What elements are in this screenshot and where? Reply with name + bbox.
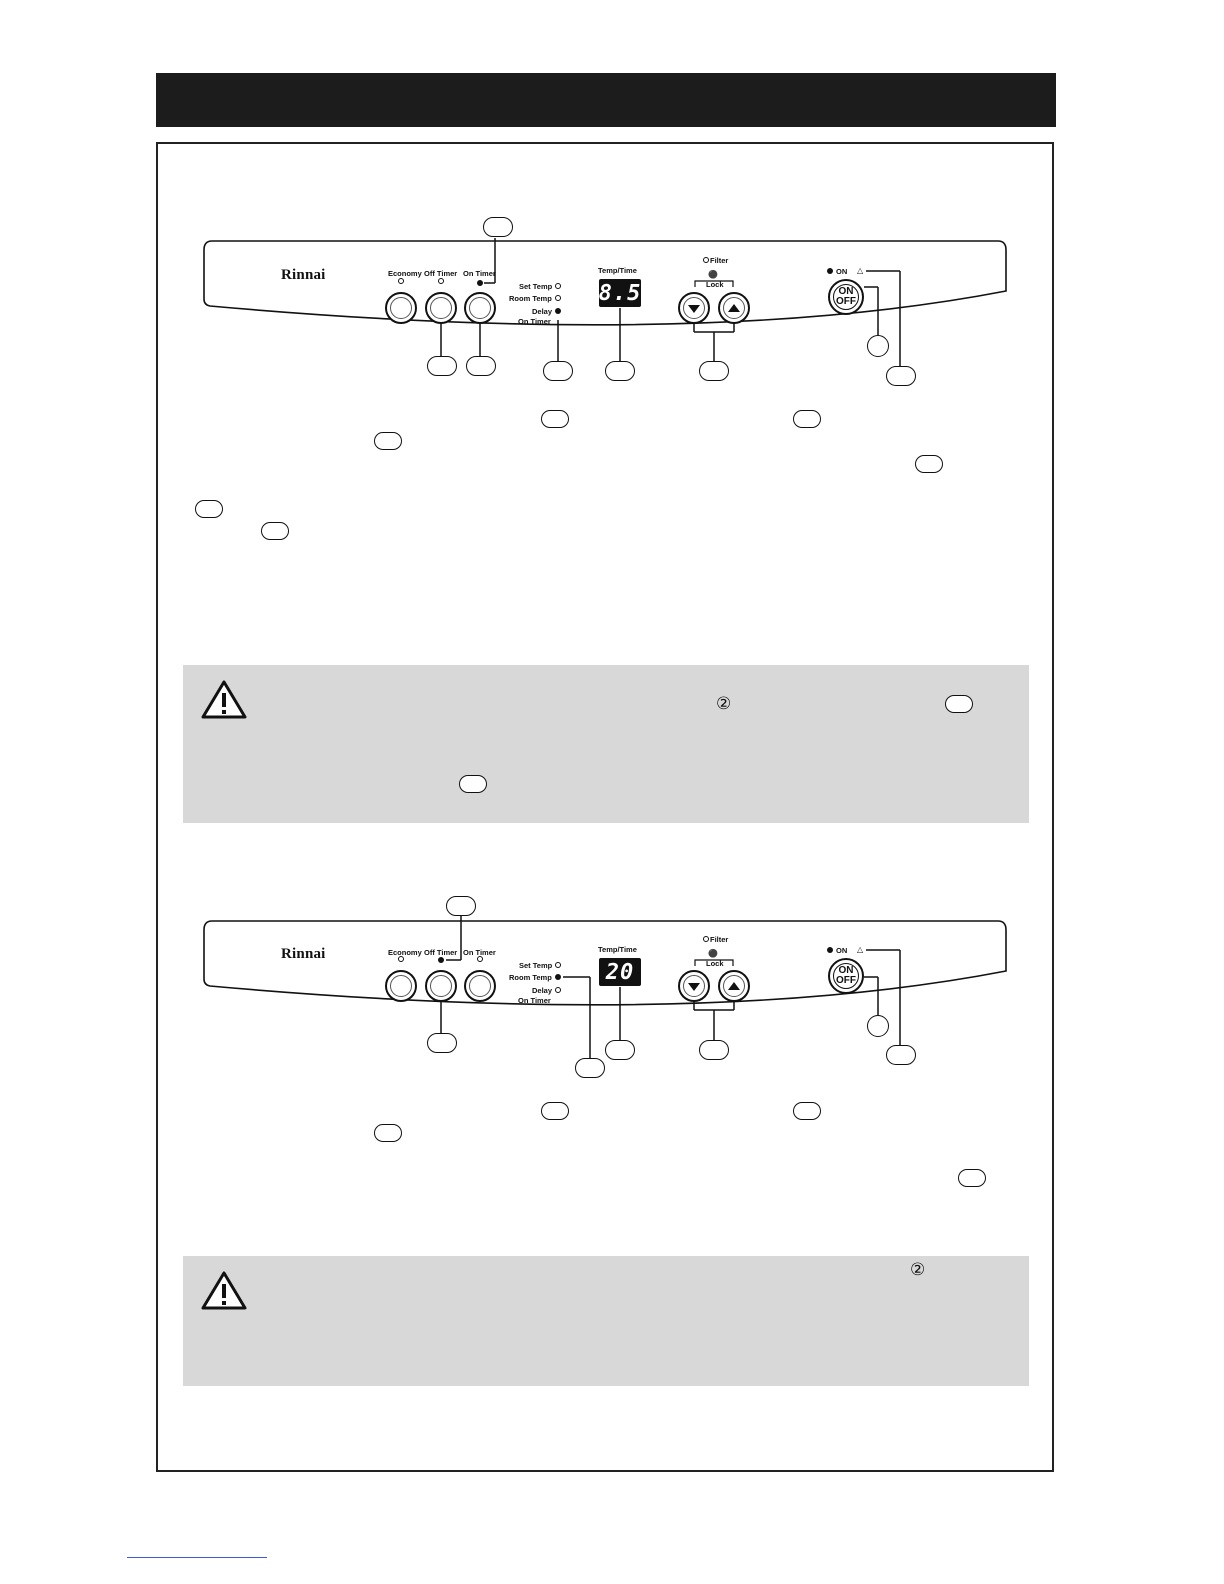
economy-label: Economy <box>388 948 422 957</box>
inline-callout <box>793 1102 821 1120</box>
on-off-bottom-label: OFF <box>836 296 856 307</box>
lock-label: Lock <box>706 280 724 289</box>
key-icon: ⚫ <box>708 270 718 279</box>
key-icon: ⚫ <box>708 949 718 958</box>
on-timer-indicator-label: On Timer <box>518 996 551 1005</box>
temp-time-label: Temp/Time <box>598 266 637 275</box>
on-timer-label: On Timer <box>463 269 496 278</box>
filter-label: Filter <box>710 935 729 944</box>
temp-time-display: 8.5 <box>598 280 642 306</box>
set-temp-label: Set Temp <box>519 282 553 291</box>
flame-icon: △ <box>857 945 864 954</box>
callout-off-timer-indicator <box>446 896 476 916</box>
warning-triangle-icon <box>201 1270 247 1310</box>
on-timer-button[interactable] <box>464 970 496 1002</box>
inline-callout <box>374 1124 402 1142</box>
delay-label: Delay <box>532 986 553 995</box>
room-temp-label: Room Temp <box>509 294 552 303</box>
warning-box-2 <box>183 1256 1029 1386</box>
callout-on-indicator <box>886 1045 916 1065</box>
on-off-bottom-label: OFF <box>836 975 856 986</box>
brand-logo: Rinnai <box>281 267 326 283</box>
filter-label: Filter <box>710 256 729 265</box>
off-timer-label: Off Timer <box>424 269 458 278</box>
on-timer-label: On Timer <box>463 948 496 957</box>
callout-display <box>605 1040 635 1060</box>
on-off-button[interactable] <box>828 958 864 994</box>
callout-room-temp <box>575 1058 605 1078</box>
economy-button[interactable] <box>385 970 417 1002</box>
lock-label: Lock <box>706 959 724 968</box>
delay-label: Delay <box>532 307 553 316</box>
on-off-top-label: ON <box>838 286 854 297</box>
down-arrow-icon <box>680 972 708 1000</box>
set-temp-label: Set Temp <box>519 961 553 970</box>
temp-time-label: Temp/Time <box>598 945 637 954</box>
on-indicator-label: ON <box>836 946 848 955</box>
inline-callout <box>958 1169 986 1187</box>
off-timer-label: Off Timer <box>424 948 458 957</box>
brand-logo: Rinnai <box>281 946 326 962</box>
down-button[interactable] <box>678 970 710 1002</box>
step-ref: ② <box>716 694 732 713</box>
footer-link[interactable] <box>127 1557 267 1558</box>
callout-off-timer <box>427 1033 457 1053</box>
up-button[interactable] <box>718 970 750 1002</box>
on-indicator-label: ON <box>836 267 848 276</box>
flame-icon: △ <box>857 266 864 275</box>
on-timer-indicator-label: On Timer <box>518 317 551 326</box>
economy-label: Economy <box>388 269 422 278</box>
temp-time-display: 20 <box>599 958 641 986</box>
callout-on-off <box>867 1015 889 1037</box>
on-off-top-label: ON <box>838 965 854 976</box>
inline-callout <box>541 1102 569 1120</box>
room-temp-label: Room Temp <box>509 973 552 982</box>
callout-arrows <box>699 1040 729 1060</box>
off-timer-button[interactable] <box>425 970 457 1002</box>
step-ref: ② <box>910 1260 926 1279</box>
up-arrow-icon <box>720 972 748 1000</box>
